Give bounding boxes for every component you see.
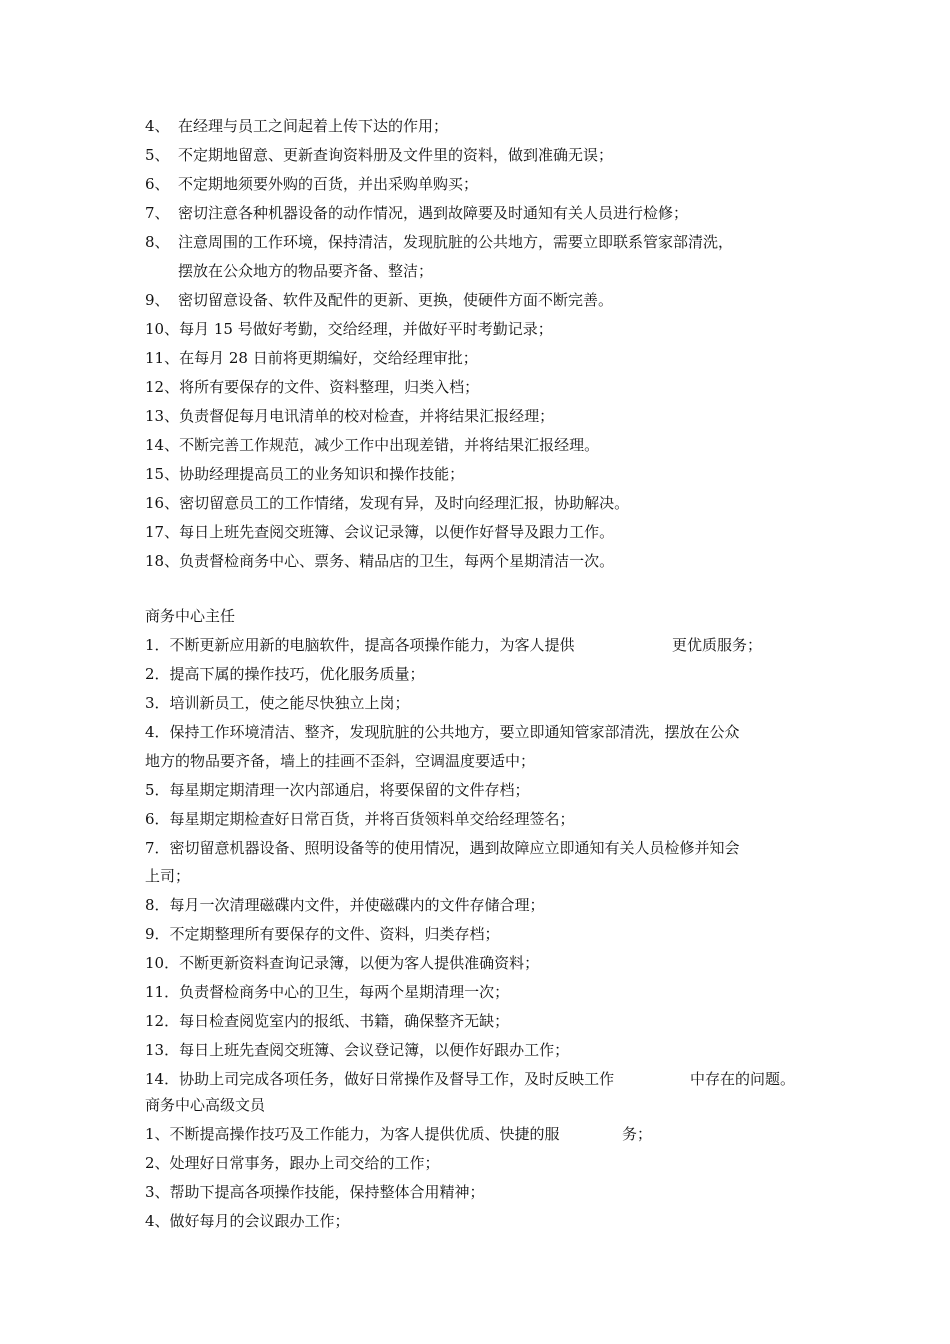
- item-text: 17、每日上班先查阅交班簿、会议记录簿，以便作好督导及跟力工作。: [145, 523, 615, 541]
- item-text: 不定期地须要外购的百货，并出采购单购买；: [178, 175, 479, 193]
- item-text: 18、负责督检商务中心、票务、精品店的卫生，每两个星期清洁一次。: [145, 552, 615, 570]
- item-text: 13．每日上班先查阅交班簿、会议登记簿，以便作好跟办工作；: [145, 1041, 570, 1059]
- item-text: 密切注意各种机器设备的动作情况，遇到故障要及时通知有关人员进行检修；: [178, 204, 689, 222]
- item-text: 不定期地留意、更新查询资料册及文件里的资料，做到准确无误；: [178, 146, 614, 164]
- item-text: 摆放在公众地方的物品要齐备、整洁；: [178, 262, 434, 280]
- item-number: 5、: [145, 146, 170, 164]
- item-text: 5．每星期定期清理一次内部通启，将要保留的文件存档；: [145, 781, 530, 799]
- item-text: 2、处理好日常事务，跟办上司交给的工作；: [145, 1154, 440, 1172]
- section-title: 商务中心高级文员: [145, 1096, 266, 1114]
- item-text: 8．每月一次清理磁碟内文件，并使磁碟内的文件存储合理；: [145, 896, 545, 914]
- item-text: 1．不断更新应用新的电脑软件，提高各项操作能力，为客人提供: [145, 636, 575, 654]
- item-text: 1、不断提高操作技巧及工作能力，为客人提供优质、快捷的服: [145, 1125, 560, 1143]
- item-text: 11、在每月 28 日前将更期编好，交给经理审批；: [145, 349, 478, 367]
- item-text-tail: 更优质服务；: [672, 636, 763, 654]
- item-text: 10、每月 15 号做好考勤，交给经理，并做好平时考勤记录；: [145, 320, 553, 338]
- item-text: 15、协助经理提高员工的业务知识和操作技能；: [145, 465, 465, 483]
- item-text: 16、密切留意员工的工作情绪，发现有异，及时向经理汇报，协助解决。: [145, 494, 630, 512]
- item-text: 9．不定期整理所有要保存的文件、资料，归类存档；: [145, 925, 500, 943]
- item-text: 4、做好每月的会议跟办工作；: [145, 1212, 350, 1230]
- item-text-tail: 务；: [622, 1125, 653, 1143]
- item-text: 密切留意设备、软件及配件的更新、更换，使硬件方面不断完善。: [178, 291, 614, 309]
- item-text: 10．不断更新资料查询记录簿，以便为客人提供准确资料；: [145, 954, 540, 972]
- item-text: 在经理与员工之间起着上传下达的作用；: [178, 117, 449, 135]
- item-text: 13、负责督促每月电讯清单的校对检查，并将结果汇报经理；: [145, 407, 555, 425]
- section-title: 商务中心主任: [145, 607, 236, 625]
- item-text: 6．每星期定期检查好日常百货，并将百货领料单交给经理签名；: [145, 810, 575, 828]
- item-text: 2．提高下属的操作技巧，优化服务质量；: [145, 665, 425, 683]
- item-text: 7．密切留意机器设备、照明设备等的使用情况，遇到故障应立即通知有关人员检修并知会: [145, 839, 740, 857]
- item-text: 上司；: [145, 867, 191, 885]
- item-number: 8、: [145, 233, 170, 251]
- item-text: 注意周围的工作环境，保持清洁，发现肮脏的公共地方，需要立即联系管家部清洗，: [178, 233, 734, 251]
- item-text: 12、将所有要保存的文件、资料整理，归类入档；: [145, 378, 480, 396]
- item-number: 4、: [145, 117, 170, 135]
- item-text-tail: 中存在的问题。: [690, 1070, 796, 1088]
- item-text: 11．负责督检商务中心的卫生，每两个星期清理一次；: [145, 983, 510, 1001]
- item-text: 14、不断完善工作规范，减少工作中出现差错，并将结果汇报经理。: [145, 436, 600, 454]
- item-number: 9、: [145, 291, 170, 309]
- item-text: 3、帮助下提高各项操作技能，保持整体合用精神；: [145, 1183, 485, 1201]
- item-text: 地方的物品要齐备，墙上的挂画不歪斜，空调温度要适中；: [145, 752, 536, 770]
- item-number: 7、: [145, 204, 170, 222]
- item-number: 6、: [145, 175, 170, 193]
- item-text: 12．每日检查阅览室内的报纸、书籍，确保整齐无缺；: [145, 1012, 510, 1030]
- item-text: 3．培训新员工，使之能尽快独立上岗；: [145, 694, 410, 712]
- item-text: 4．保持工作环境清洁、整齐，发现肮脏的公共地方，要立即通知管家部清洗，摆放在公众: [145, 723, 740, 741]
- item-text: 14．协助上司完成各项任务，做好日常操作及督导工作，及时反映工作: [145, 1070, 615, 1088]
